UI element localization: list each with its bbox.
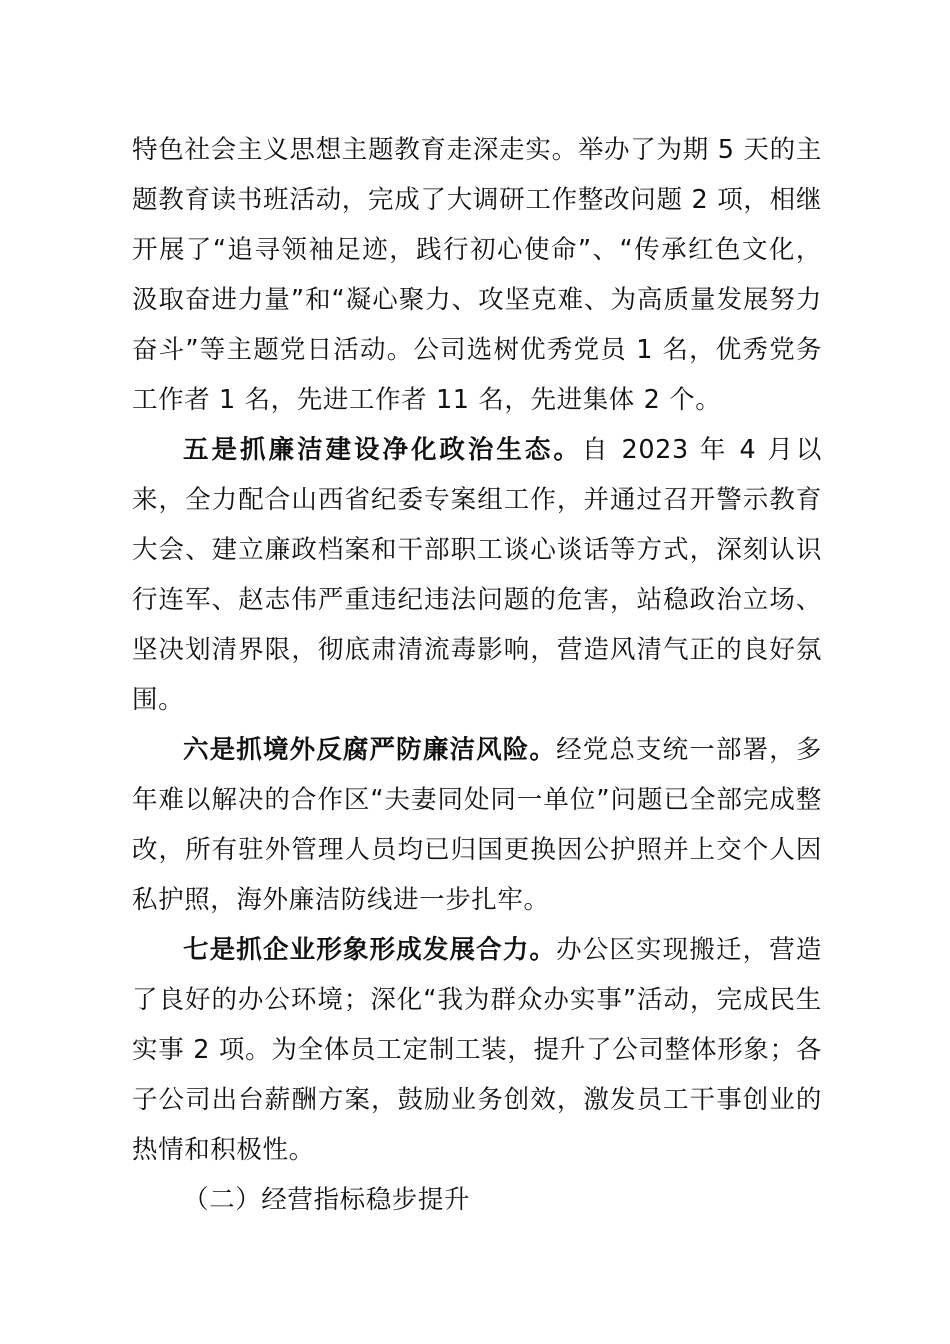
document-body — [132, 125, 822, 1225]
paragraph-lead-heading: 六是抓境外反腐严防廉洁风险。 — [183, 735, 557, 765]
paragraph-overseas-anticorruption — [132, 725, 822, 925]
paragraph-text: 自 2023 年 4 月以来，全力配合山西省纪委专案组工作，并通过召开警示教育大会、建立廉政档案和干部职工谈心谈话等方式，深刻认识行连军、赵志伟严重违纪违法问题的危害，站稳政治立场、坚决划清界限，彻底肃清流毒影响，营造风清气正的良好氛围。 — [132, 435, 822, 715]
paragraph-corporate-image — [132, 925, 822, 1175]
paragraph-text: 特色社会主义思想主题教育走深走实。举办了为期 5 天的主题教育读书班活动，完成了大调研工作整改问题 2 项，相继开展了“追寻领袖足迹，践行初心使命”、“传承红色文化，汲取奋进力量”和“凝心聚力、攻坚克难、为高质量发展努力奋斗”等主题党日活动。公司选树优秀党员 1 名，优秀党务工作者 1 名，先进工作者 11 名，先进集体 2 个。 — [132, 135, 822, 415]
section-heading: （二）经营指标稳步提升 — [183, 1185, 471, 1215]
paragraph-lead-heading: 七是抓企业形象形成发展合力。 — [183, 935, 557, 965]
paragraph-text: 经党总支统一部署，多年难以解决的合作区“夫妻同处同一单位”问题已全部完成整改，所有驻外管理人员均已归国更换因公护照并上交个人因私护照，海外廉洁防线进一步扎牢。 — [132, 735, 822, 915]
paragraph-text: 办公区实现搬迁，营造了良好的办公环境；深化“我为群众办实事”活动，完成民生实事 2 项。为全体员工定制工装，提升了公司整体形象；各子公司出台薪酬方案，鼓励业务创效，激发员工干事创业的热情和积极性。 — [132, 935, 822, 1165]
paragraph-continuation — [132, 125, 822, 425]
paragraph-integrity-building — [132, 425, 822, 725]
paragraph-lead-heading: 五是抓廉洁建设净化政治生态。 — [183, 435, 582, 465]
